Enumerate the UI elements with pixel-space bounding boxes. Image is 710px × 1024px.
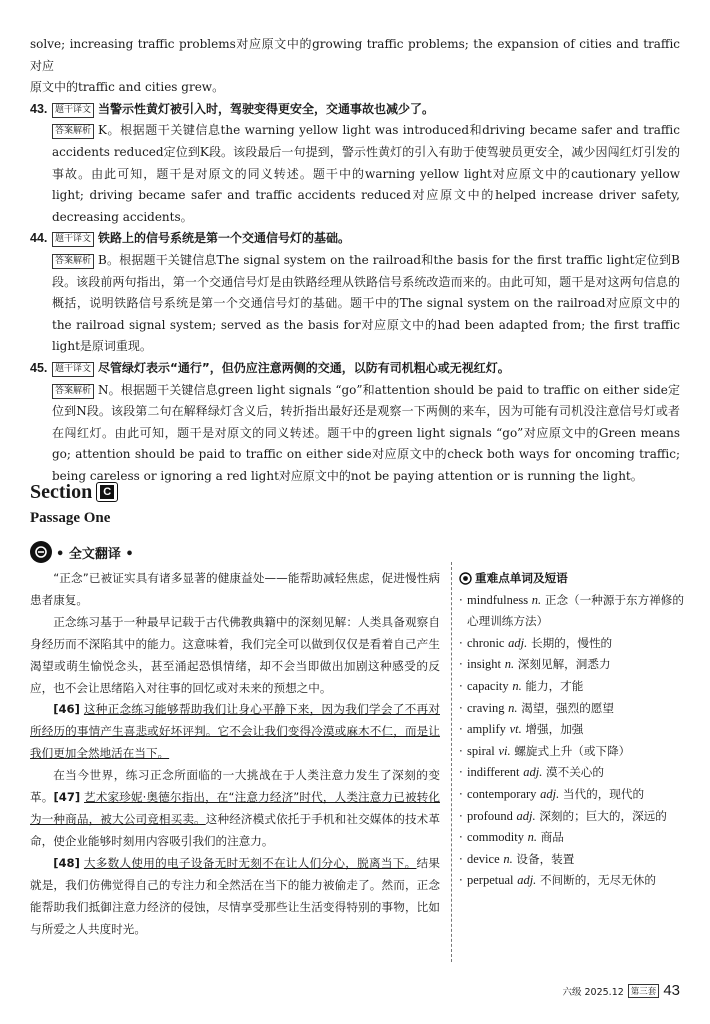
- vocabulary-title-text: 重难点单词及短语: [475, 571, 568, 585]
- vocab-item: [459, 784, 684, 806]
- vocab-meaning: 长期的，慢性的: [530, 635, 613, 650]
- sentence: 在当今世界，练习正念所面临的一大挑战在于人类注意力发生了深刻的变革。: [30, 768, 440, 805]
- underlined-sentence: 这种正念练习能够帮助我们让身心平静下来，因为我们学会了不再对所经历的事情产生喜悲或好坏评判。它不会让我们变得冷漠或麻木不仁，而是让我们更加全然地活在当下。: [30, 702, 440, 761]
- question-number: 45.: [30, 360, 48, 375]
- vocab-word: profound: [467, 808, 513, 823]
- intro-line-1: solve; increasing traffic problems对应原文中的growing traffic problems; the expansion of cities and traffic对应: [30, 37, 680, 73]
- paragraph: [30, 765, 440, 853]
- section-label: Section: [30, 481, 93, 503]
- translate-icon: [30, 541, 52, 563]
- vocab-meaning: 设备，装置: [516, 851, 575, 866]
- question-translation: 尽管绿灯表示“通行”，但仍应注意两侧的交通，以防有司机粗心或无视红灯。: [98, 360, 510, 375]
- answer-tag: 答案解析: [52, 384, 94, 399]
- question-translation: 铁路上的信号系统是第一个交通信号灯的基础。: [98, 231, 351, 246]
- vocab-word: perpetual: [467, 873, 514, 888]
- vocab-meaning: 漠不关心的: [546, 765, 604, 780]
- sentence: 这种经济模式依托于手机和社交媒体的技术革命，使企业能够时刻用内容吸引我们的注意力。: [30, 811, 440, 848]
- vocab-item: [459, 654, 684, 676]
- answer-analysis: K。根据题干关键信息the warning yellow light was introduced和driving became safer and traffic accidents reduced定位到K段。该段最后一句提到，警示性黄灯的引入有助于使驾驶员更安全，减少因闯红灯引发的事故。由此可知，题干是对原文的同义转述。题干中的warning yellow light对应原文中的cautionary yellow light; driving became safer and traffic accidents reduced对应原文中的helped increase driver safety, decreasing accidents。: [52, 123, 680, 224]
- vocab-meaning: 深刻见解，洞悉力: [517, 657, 611, 672]
- vocab-pos: n.: [512, 678, 522, 693]
- vocab-word: indifferent: [467, 765, 520, 780]
- vocab-pos: n.: [531, 592, 542, 607]
- paragraph: [30, 699, 440, 765]
- vocab-item: [459, 827, 684, 849]
- vocab-word: spiral: [467, 743, 495, 758]
- question-item-43: [30, 99, 680, 229]
- vocab-pos: n.: [503, 851, 513, 866]
- section-header: [30, 480, 330, 527]
- intro-line-2: 原文中的traffic and cities grew。: [30, 80, 225, 95]
- vocab-pos: adj.: [508, 635, 528, 650]
- sentence-mark: [48]: [53, 855, 80, 870]
- answer-tag: 答案解析: [52, 254, 94, 269]
- question-item-44: [30, 228, 680, 358]
- vocab-meaning: 商品: [540, 830, 564, 845]
- vocab-pos: adj.: [517, 873, 537, 888]
- question-number: 44.: [30, 231, 48, 246]
- underlined-sentence: 大多数人使用的电子设备无时无刻不在让人们分心，脱离当下。: [83, 855, 417, 870]
- translation-heading-text: • 全文翻译 •: [56, 546, 134, 562]
- question-tag: 题干译文: [52, 232, 94, 247]
- vocab-word: insight: [467, 657, 502, 672]
- page-number: 43: [663, 982, 680, 999]
- vocab-pos: n.: [527, 830, 538, 845]
- answer-analysis: B。根据题干关键信息The signal system on the railroad和the basis for the first traffic light定位到B段。该段前两句指出，第一个交通信号灯是由铁路经理从铁路信号系统改造而来的。由此可知，题干是对这两句信息的概括，说明铁路信号系统是第一个交通信号灯的基础。题干中的The signal system on the railroad对应原文中的the railroad signal system; served as the basis for对应原文中的had been adapted from; the first traffic light是原词重现。: [52, 252, 680, 354]
- vocab-pos: adj.: [523, 765, 543, 780]
- section-title: [30, 480, 330, 504]
- vocabulary-list: [459, 590, 684, 892]
- vocab-meaning: 不间断的，无尽无休的: [540, 873, 656, 888]
- vocab-item: [459, 719, 684, 741]
- translation-heading: [30, 541, 134, 563]
- vocab-word: contemporary: [467, 786, 537, 801]
- vocab-item: [459, 698, 684, 720]
- vocab-meaning: 能力，才能: [525, 678, 584, 693]
- answer-tag: 答案解析: [52, 124, 94, 139]
- vocabulary-box: [459, 568, 684, 892]
- vocab-word: amplify: [467, 722, 506, 737]
- sentence-mark: [46]: [53, 702, 80, 717]
- full-translation: [30, 568, 440, 940]
- question-item-45: [30, 358, 680, 488]
- vocab-item: [459, 741, 684, 763]
- sentence: 结果就是，我们仿佛觉得自己的专注力和全然活在当下的能力被偷走了。然而，正念能帮助我们抵御注意力经济的侵蚀，尽情享受那些让生活变得特别的事物，比如与所爱之人共度时光。: [30, 855, 440, 936]
- vocab-item: [459, 870, 684, 892]
- vocab-word: capacity: [467, 678, 509, 693]
- answer-explanations: [30, 34, 680, 487]
- underlined-sentence: 艺术家珍妮·奥德尔指出，在“注意力经济”时代，人类注意力已被转化为一种商品，被大公司竞相买卖。: [30, 790, 440, 826]
- vocab-word: device: [467, 851, 500, 866]
- vocab-pos: n.: [508, 700, 518, 715]
- vocab-item: [459, 633, 684, 655]
- issue-badge: 第三套: [628, 984, 660, 998]
- vocab-item: [459, 762, 684, 784]
- paragraph: 正念练习基于一种最早记载于古代佛教典籍中的深刻见解：人类具备观察自身经历而不深陷其中的能力。这意味着，我们完全可以做到仅仅是看着自己产生渴望或萌生愉悦念头，甚至涌起恐惧情绪，却不会当即做出加剧这种感受的反应，也不会让思绪陷入对往事的回忆或对未来的预想之中。: [30, 614, 440, 695]
- vocab-item: [459, 676, 684, 698]
- section-letter-badge: [96, 482, 118, 502]
- vocab-word: craving: [467, 700, 505, 715]
- page-footer: [562, 982, 680, 999]
- vocab-pos: vi.: [498, 743, 511, 758]
- vocab-meaning: 当代的，现代的: [562, 786, 645, 801]
- vocab-pos: vt.: [509, 722, 522, 737]
- question-number: 43.: [30, 101, 48, 116]
- sentence-mark: [47]: [53, 790, 81, 805]
- vocab-meaning: 螺旋式上升（或下降）: [514, 743, 631, 758]
- vocab-meaning: 正念（一种源于东方禅修的心理训练方法）: [467, 592, 684, 629]
- vocab-word: mindfulness: [467, 592, 529, 607]
- target-icon: [459, 572, 472, 585]
- vocab-item: [459, 849, 684, 871]
- vocab-meaning: 增强，加强: [525, 722, 584, 737]
- vocab-word: chronic: [467, 635, 505, 650]
- vocab-meaning: 深刻的；巨大的，深远的: [539, 808, 667, 823]
- vocab-meaning: 渴望，强烈的愿望: [521, 700, 614, 715]
- question-tag: 题干译文: [52, 103, 94, 118]
- vocab-item: [459, 590, 684, 633]
- question-tag: 题干译文: [52, 362, 94, 377]
- vocab-pos: adj.: [516, 808, 536, 823]
- passage-title: Passage One: [30, 510, 111, 526]
- paragraph: [30, 853, 440, 941]
- section-letter: C: [100, 485, 114, 499]
- exam-label: 六级 2025.12: [562, 986, 624, 998]
- vocab-pos: n.: [504, 657, 515, 672]
- paragraph: “正念”已被证实具有诸多显著的健康益处——能帮助减轻焦虑，促进慢性病患者康复。: [30, 571, 440, 607]
- vocab-word: commodity: [467, 830, 524, 845]
- answer-analysis: N。根据题干关键信息green light signals “go”和attention should be paid to traffic on either side定位到N段。该段第二句在解释绿灯含义后，转折指出最好还是观察一下两侧的来车，因为可能有司机没注意信号灯或者在闯红灯。由此可知，题干是对原文的同义转述。题干中的green light signals “go”对应原文中的Green means go; attention should be paid to traffic on either side对应原文中的check both ways for oncoming traffic; being careless or ignoring a red light对应原文中的not be paying attention or is running the light。: [52, 382, 680, 483]
- vocabulary-title: [459, 568, 684, 590]
- column-divider: [451, 562, 452, 962]
- vocab-pos: adj.: [540, 786, 560, 801]
- vocab-item: [459, 806, 684, 828]
- question-translation: 当警示性黄灯被引入时，驾驶变得更安全，交通事故也减少了。: [98, 101, 435, 116]
